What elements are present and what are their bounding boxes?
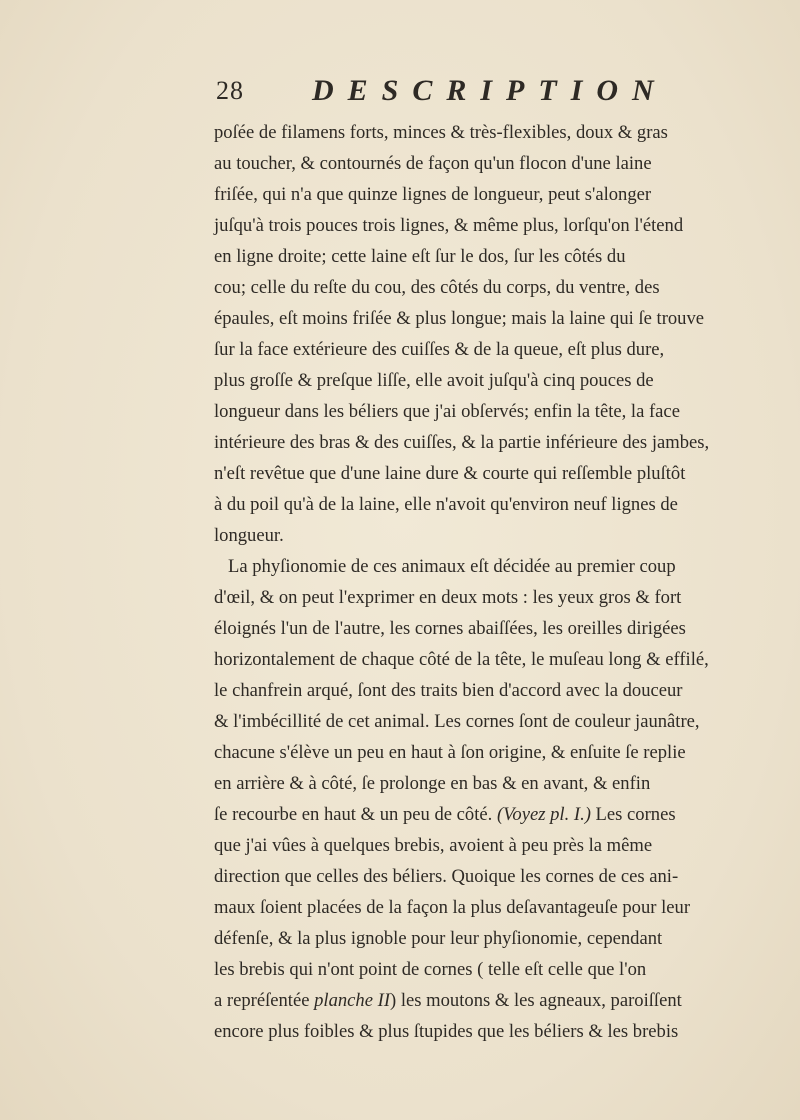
page-number: 28 — [216, 76, 244, 105]
text-line: plus groſſe & preſque liſſe, elle avoit juſqu'à cinq pouces de — [214, 370, 654, 391]
text-line: épaules, eſt moins friſée & plus longue; mais la laine qui ſe trouve — [214, 308, 705, 329]
text-line: ſur la face extérieure des cuiſſes & de la queue, eſt plus dure, — [214, 339, 665, 360]
text-line: friſée, qui n'a que quinze lignes de longueur, peut s'alonger — [214, 184, 652, 205]
text-line: maux ſoient placées de la façon la plus deſavantageuſe pour leur — [214, 897, 691, 918]
text-line-with-reference — [214, 985, 682, 1016]
text-line: en ligne droite; cette laine eſt ſur le dos, ſur les côtés du — [214, 246, 626, 267]
text-line: éloignés l'un de l'autre, les cornes abaiſſées, les oreilles dirigées — [214, 618, 686, 639]
text-line: encore plus foibles & plus ſtupides que les béliers & les brebis — [214, 1021, 679, 1042]
text-line: longueur dans les béliers que j'ai obſervés; enfin la tête, la face — [214, 401, 680, 422]
text-line: que j'ai vûes à quelques brebis, avoient à peu près la même — [214, 835, 653, 856]
text-line: à du poil qu'à de la laine, elle n'avoit qu'environ neuf lignes de — [214, 494, 678, 515]
text-line: & l'imbécillité de cet animal. Les cornes ſont de couleur jaunâtre, — [214, 711, 700, 732]
page-header — [216, 74, 668, 116]
paragraph-end-line: longueur. — [214, 525, 284, 546]
text-line: intérieure des bras & des cuiſſes, & la partie inférieure des jambes, — [214, 432, 710, 453]
paragraph-start-line: La phyſionomie de ces animaux eſt décidée au premier coup — [228, 556, 676, 577]
text-segment: Les cornes — [590, 804, 676, 825]
text-segment: ſe recourbe en haut & un peu de côté. — [214, 804, 493, 825]
text-line: cou; celle du reſte du cou, des côtés du corps, du ventre, des — [214, 277, 660, 298]
text-line: poſée de filamens forts, minces & très-flexibles, doux & gras — [214, 122, 668, 143]
text-line: le chanfrein arqué, ſont des traits bien d'accord avec la douceur — [214, 680, 683, 701]
body-text — [214, 117, 710, 1047]
plate-reference: (Voyez pl. I.) — [496, 804, 591, 825]
text-line: au toucher, & contournés de façon qu'un flocon d'une laine — [214, 153, 652, 174]
text-line: n'eſt revêtue que d'une laine dure & courte qui reſſemble pluſtôt — [214, 463, 686, 484]
text-line: défenſe, & la plus ignoble pour leur phyſionomie, cependant — [214, 928, 663, 949]
text-line: chacune s'élève un peu en haut à ſon origine, & enſuite ſe replie — [214, 742, 686, 763]
text-segment: ) les moutons & les agneaux, paroiſſent — [390, 990, 682, 1011]
running-title: DESCRIPTION — [312, 74, 668, 107]
text-line-with-reference — [214, 799, 676, 830]
text-segment: a repréſentée — [214, 990, 315, 1011]
text-line: horizontalement de chaque côté de la tête, le muſeau long & effilé, — [214, 649, 709, 670]
plate-reference: planche II — [314, 990, 391, 1011]
text-line: en arrière & à côté, ſe prolonge en bas & en avant, & enfin — [214, 773, 651, 794]
text-line: direction que celles des béliers. Quoique les cornes de ces ani- — [214, 866, 679, 887]
text-line: d'œil, & on peut l'exprimer en deux mots : les yeux gros & fort — [214, 587, 682, 608]
text-line: les brebis qui n'ont point de cornes ( telle eſt celle que l'on — [214, 959, 647, 980]
text-line: juſqu'à trois pouces trois lignes, & même plus, lorſqu'on l'étend — [214, 215, 684, 236]
